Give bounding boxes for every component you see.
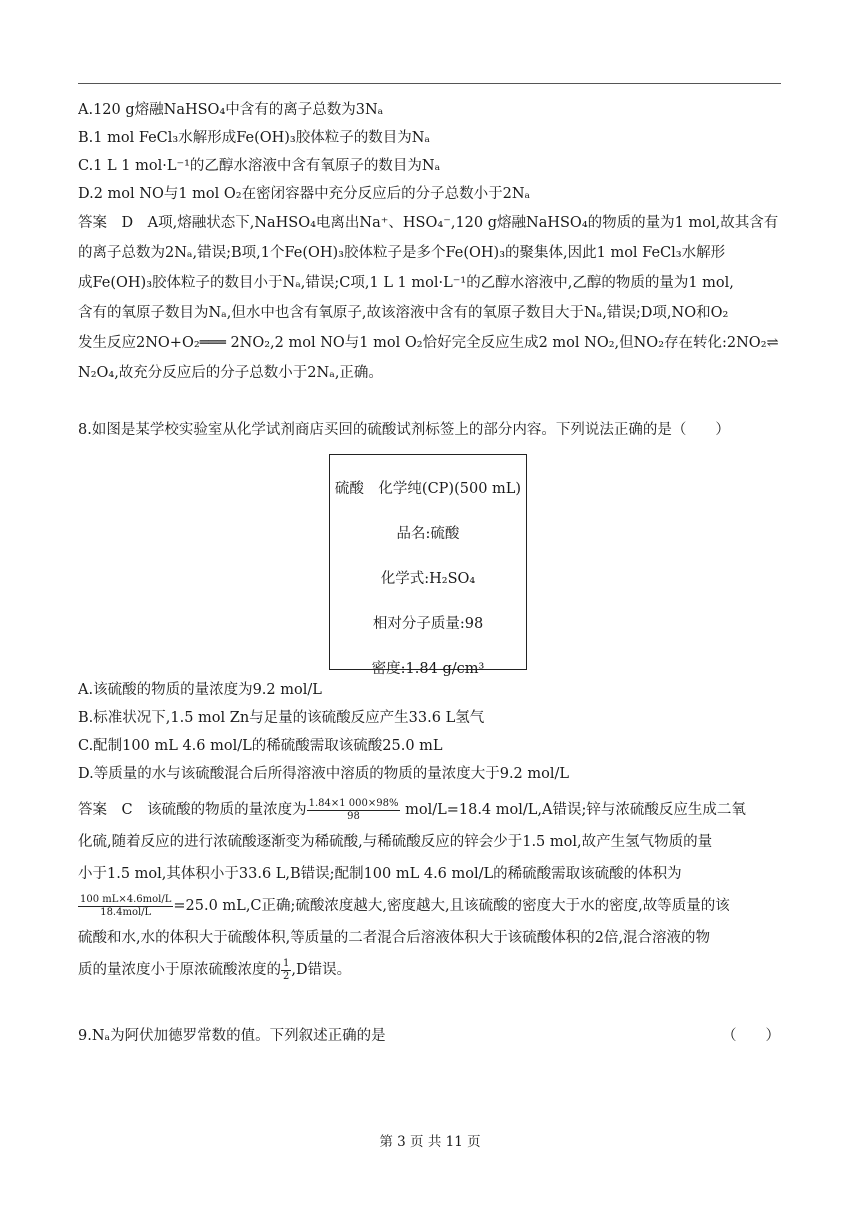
answer-text: mol/L=18.4 mol/L,A错误;锌与浓硫酸反应生成二氧 [405, 802, 746, 818]
q7-option-b: B.1 mol FeCl₃水解形成Fe(OH)₃胶体粒子的数目为Nₐ [78, 130, 431, 146]
label-row-molar-mass: 相对分子质量:98 [372, 616, 484, 632]
label-row-name: 品名:硫酸 [396, 526, 460, 542]
q7-answer-line: 答案 D A项,熔融状态下,NaHSO₄电离出Na⁺、HSO₄⁻,120 g熔融NaHSO₄的物质的量为1 mol,故其含有 [78, 215, 779, 231]
q7-option-a: A.120 g熔融NaHSO₄中含有的离子总数为3Nₐ [78, 102, 384, 118]
q7-options [78, 96, 782, 208]
q8-answer-line-3: 小于1.5 mol,其体积小于33.6 L,B错误;配制100 mL 4.6 mol/L的稀硫酸需取该硫酸的体积为 [78, 866, 682, 882]
q8-option-d: D.等质量的水与该硫酸混合后所得溶液中溶质的物质的量浓度大于9.2 mol/L [78, 766, 570, 782]
q8-option-c: C.配制100 mL 4.6 mol/L的稀硫酸需取该硫酸25.0 mL [78, 738, 443, 754]
q8-answer-line-5: 硫酸和水,水的体积大于硫酸体积,等质量的二者混合后溶液体积大于该硫酸体积的2倍,混合溶液的物 [78, 930, 711, 946]
q7-answer-line: N₂O₄,故充分反应后的分子总数小于2Nₐ,正确。 [78, 365, 383, 381]
q7-answer-line: 发生反应2NO+O₂═══ 2NO₂,2 mol NO与1 mol O₂恰好完全反应生成2 mol NO₂,但NO₂存在转化:2NO₂⇌ [78, 335, 779, 351]
q9-stem: 9.Nₐ为阿伏加德罗常数的值。下列叙述正确的是 [78, 1028, 386, 1044]
fraction-denominator: 2 [283, 970, 290, 982]
q7-option-d: D.2 mol NO与1 mol O₂在密闭容器中充分反应后的分子总数小于2Nₐ [78, 186, 531, 202]
q8-answer-line-2: 化硫,随着反应的进行浓硫酸逐渐变为稀硫酸,与稀硫酸反应的锌会少于1.5 mol,故产生氢气物质的量 [78, 834, 713, 850]
reagent-label-box [329, 454, 527, 677]
q8-option-b: B.标准状况下,1.5 mol Zn与足量的该硫酸反应产生33.6 L氢气 [78, 710, 485, 726]
q8-answer-line-1 [78, 794, 782, 826]
label-row-formula: 化学式:H₂SO₄ [380, 571, 476, 587]
q8-options [78, 676, 782, 788]
fraction [281, 958, 291, 983]
answer-text: =25.0 mL,C正确;硫酸浓度越大,密度越大,且该硫酸的密度大于水的密度,故等质量的该 [173, 898, 730, 914]
answer-text: 质的量浓度小于原浓硫酸浓度的 [78, 962, 281, 978]
fraction-numerator: 1 [283, 957, 290, 969]
fraction [307, 798, 401, 823]
q7-answer-line: 含有的氧原子数目为Nₐ,但水中也含有氧原子,故该溶液中含有的氧原子数目大于Nₐ,错误;D项,NO和O₂ [78, 305, 729, 321]
q8-stem: 8.如图是某学校实验室从化学试剂商店买回的硫酸试剂标签上的部分内容。下列说法正确的是（ ） [78, 422, 730, 438]
q7-answer [78, 208, 782, 388]
q8-answer [78, 794, 782, 986]
answer-text: 答案 C 该硫酸的物质的量浓度为 [78, 802, 307, 818]
q7-option-c: C.1 L 1 mol·L⁻¹的乙醇水溶液中含有氧原子的数目为Nₐ [78, 158, 441, 174]
document-body [78, 96, 782, 1050]
label-row-title: 硫酸 化学纯(CP)(500 mL) [334, 481, 522, 497]
answer-blank: （ ） [722, 1028, 780, 1044]
q7-answer-line: 成Fe(OH)₃胶体粒子的数目小于Nₐ,错误;C项,1 L 1 mol·L⁻¹的乙醇水溶液中,乙醇的物质的量为1 mol, [78, 275, 734, 291]
fraction-denominator: 18.4mol/L [100, 906, 152, 918]
fraction-numerator: 1.84×1 000×98% [308, 797, 399, 809]
answer-text: ,D错误。 [291, 962, 352, 978]
q8-answer-line-4 [78, 890, 782, 922]
q9-stem-row [78, 1022, 782, 1050]
q8-answer-line-6 [78, 954, 782, 986]
label-row-density: 密度:1.84 g/cm³ [371, 661, 485, 677]
fraction [78, 894, 173, 919]
page-footer: 第 3 页 共 11 页 [379, 1134, 481, 1150]
header-rule [78, 83, 781, 84]
fraction-denominator: 98 [347, 810, 360, 822]
q7-answer-line: 的离子总数为2Nₐ,错误;B项,1个Fe(OH)₃胶体粒子是多个Fe(OH)₃的聚集体,因此1 mol FeCl₃水解形 [78, 245, 726, 261]
fraction-numerator: 100 mL×4.6mol/L [80, 893, 172, 905]
q8-option-a: A.该硫酸的物质的量浓度为9.2 mol/L [78, 682, 322, 698]
